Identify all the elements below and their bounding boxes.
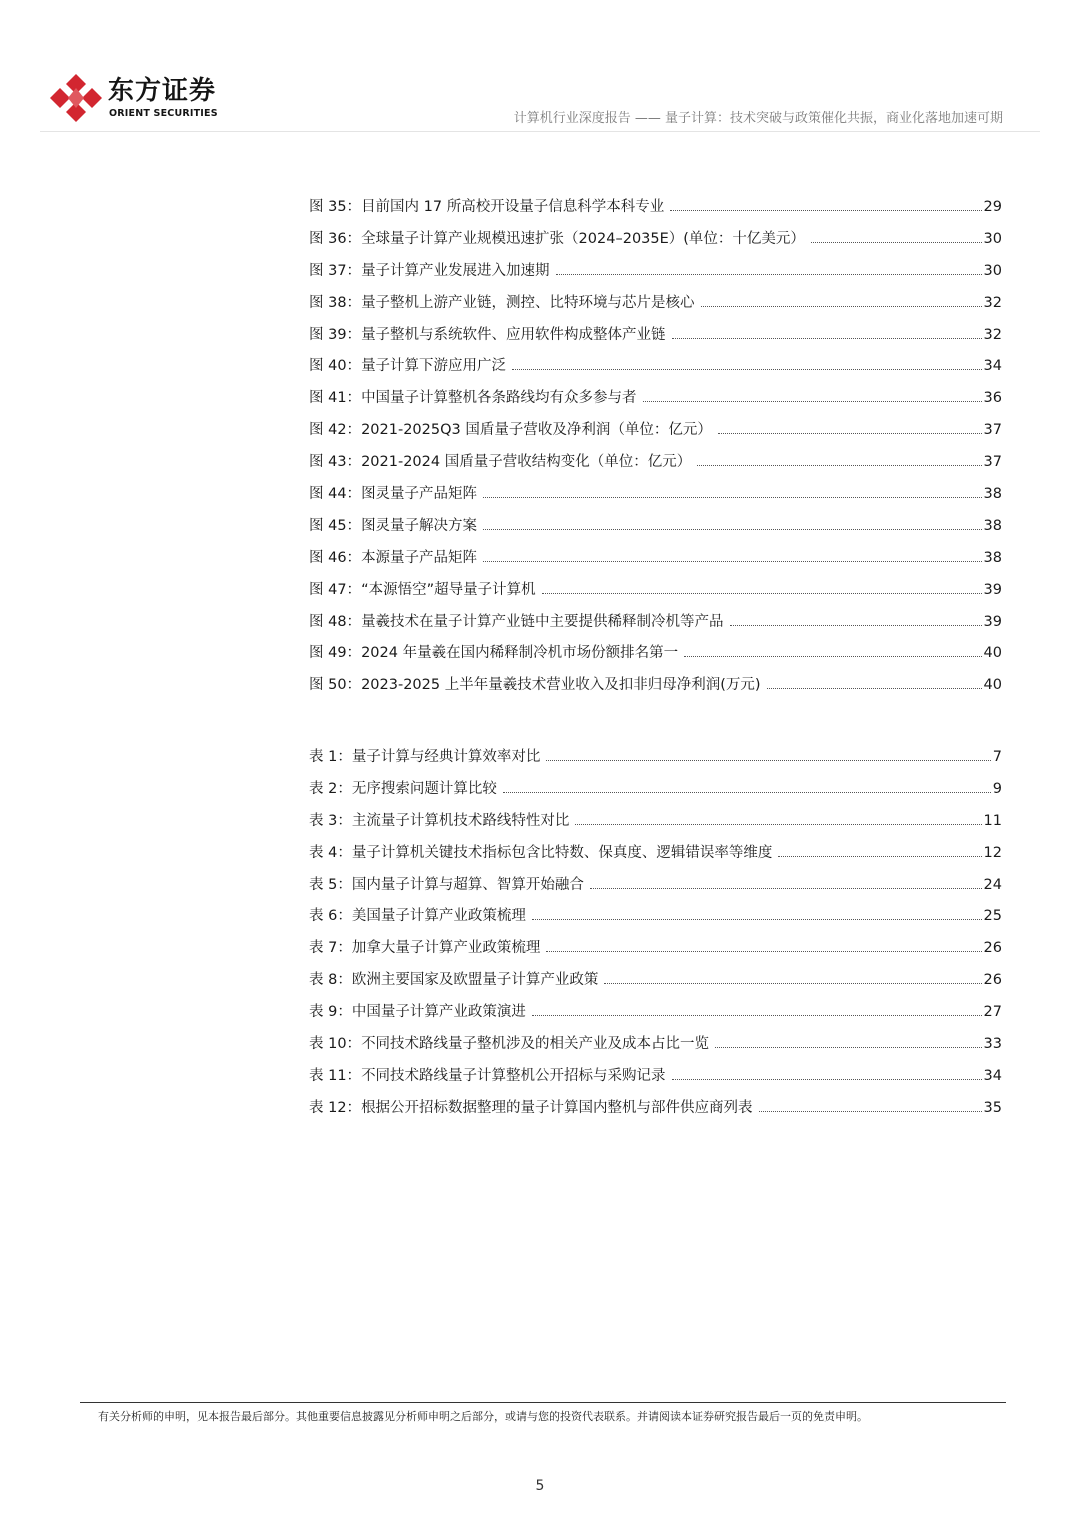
entry-page: 39 — [983, 581, 1002, 598]
entry-label: 图 44： — [309, 486, 362, 503]
entry-title: 不同技术路线量子计算整机公开招标与采购记录 — [361, 1067, 666, 1084]
toc-entry-figure-35[interactable] — [309, 195, 1002, 227]
dot-leader — [672, 337, 982, 339]
dot-leader — [503, 791, 991, 793]
entry-page: 30 — [983, 262, 1002, 279]
entry-page: 11 — [983, 812, 1002, 829]
entry-label: 表 12： — [309, 1099, 362, 1116]
toc-entry-table-10[interactable] — [309, 1032, 1002, 1064]
entry-label: 表 7： — [309, 940, 352, 957]
entry-label: 图 45： — [309, 517, 362, 534]
toc-entry-table-9[interactable] — [309, 1000, 1002, 1032]
entry-label: 图 41： — [309, 390, 362, 407]
brand-name-cn: 东方证券 — [108, 76, 217, 106]
entry-page: 32 — [983, 326, 1002, 343]
entry-page: 29 — [983, 199, 1002, 215]
dot-leader — [767, 687, 982, 689]
dot-leader — [759, 1110, 982, 1112]
entry-page: 38 — [983, 549, 1002, 566]
entry-label: 图 48： — [309, 613, 362, 630]
toc-entry-figure-37[interactable] — [309, 259, 1002, 291]
entry-title: 图灵量子产品矩阵 — [361, 486, 478, 503]
entry-page: 37 — [983, 422, 1002, 439]
entry-title: 中国量子计算整机各条路线均有众多参与者 — [361, 390, 637, 407]
entry-page: 12 — [983, 844, 1002, 861]
page-number: 5 — [535, 1478, 545, 1494]
dot-leader — [483, 496, 981, 498]
entry-label: 表 11： — [309, 1067, 362, 1084]
entry-label: 图 40： — [309, 358, 362, 375]
entry-label: 表 1： — [309, 749, 352, 765]
dot-leader — [730, 624, 982, 626]
entry-page: 34 — [983, 1067, 1002, 1084]
dot-leader — [811, 241, 982, 243]
dot-leader — [643, 400, 982, 402]
toc-entry-figure-49[interactable] — [309, 641, 1002, 673]
entry-page: 39 — [983, 613, 1002, 630]
dot-leader — [575, 823, 981, 825]
entry-title: 量子整机与系统软件、应用软件构成整体产业链 — [361, 326, 666, 343]
toc-entry-figure-38[interactable] — [309, 291, 1002, 323]
footer-disclaimer: 有关分析师的申明，见本报告最后部分。其他重要信息披露见分析师申明之后部分，或请与您的投资代表联系。并请阅读本证券研究报告最后一页的免责申明。 — [98, 1410, 868, 1423]
toc-entry-table-2[interactable] — [309, 777, 1002, 809]
footer-divider — [80, 1402, 1006, 1403]
entry-title: 不同技术路线量子整机涉及的相关产业及成本占比一览 — [361, 1036, 710, 1053]
entry-title: 欧洲主要国家及欧盟量子计算产业政策 — [351, 972, 599, 989]
report-title: 计算机行业深度报告 —— 量子计算：技术突破与政策催化共振，商业化落地加速可期 — [513, 111, 1003, 126]
entry-title: 量子整机上游产业链，测控、比特环境与芯片是核心 — [361, 294, 695, 311]
toc-entry-table-3[interactable] — [309, 809, 1002, 841]
toc-entry-table-7[interactable] — [309, 936, 1002, 968]
entry-page: 40 — [983, 645, 1002, 662]
entry-title: 量子计算与经典计算效率对比 — [351, 749, 541, 765]
entry-page: 9 — [992, 780, 1002, 797]
entry-label: 表 8： — [309, 972, 352, 989]
entry-title: 主流量子计算机技术路线特性对比 — [351, 812, 570, 829]
entry-page: 36 — [983, 390, 1002, 407]
entry-label: 图 46： — [309, 549, 362, 566]
dot-leader — [542, 592, 982, 594]
dot-leader — [556, 273, 982, 275]
dot-leader — [590, 887, 982, 889]
dot-leader — [715, 1046, 981, 1048]
entry-title: 目前国内 17 所高校开设量子信息科学本科专业 — [361, 199, 665, 215]
toc-entry-figure-36[interactable] — [309, 227, 1002, 259]
entry-page: 26 — [983, 972, 1002, 989]
entry-label: 表 2： — [309, 780, 352, 797]
entry-title: 加拿大量子计算产业政策梳理 — [351, 940, 541, 957]
dot-leader — [483, 560, 981, 562]
entry-title: 国内量子计算与超算、智算开始融合 — [351, 876, 584, 893]
dot-leader — [604, 982, 981, 984]
entry-label: 表 5： — [309, 876, 352, 893]
entry-page: 38 — [983, 517, 1002, 534]
toc-entry-figure-44[interactable] — [309, 482, 1002, 514]
entry-title: 量羲技术在量子计算产业链中主要提供稀释制冷机等产品 — [361, 613, 724, 630]
toc-entry-figure-40[interactable] — [309, 354, 1002, 386]
entry-label: 图 38： — [309, 294, 362, 311]
dot-leader — [546, 759, 990, 761]
dot-leader — [701, 305, 982, 307]
dot-leader — [684, 655, 981, 657]
table-list — [309, 745, 1002, 1128]
toc-entry-table-12[interactable] — [309, 1096, 1002, 1128]
dot-leader — [672, 1078, 982, 1080]
entry-label: 图 50： — [309, 677, 362, 694]
entry-page: 30 — [983, 230, 1002, 247]
toc-entry-table-4[interactable] — [309, 841, 1002, 873]
toc-entry-table-6[interactable] — [309, 904, 1002, 936]
entry-title: “本源悟空”超导量子计算机 — [361, 581, 536, 598]
toc-entry-figure-42[interactable] — [309, 418, 1002, 450]
entry-label: 图 42： — [309, 422, 362, 439]
entry-title: 全球量子计算产业规模迅速扩张（2024–2035E）(单位：十亿美元） — [361, 230, 805, 247]
entry-page: 27 — [983, 1004, 1002, 1021]
toc-entry-figure-50[interactable] — [309, 673, 1002, 705]
entry-title: 中国量子计算产业政策演进 — [351, 1004, 526, 1021]
brand-name-en: ORIENT SECURITIES — [109, 108, 218, 119]
toc-entry-figure-47[interactable] — [309, 578, 1002, 610]
entry-page: 32 — [983, 294, 1002, 311]
entry-title: 量子计算机关键技术指标包含比特数、保真度、逻辑错误率等维度 — [351, 844, 773, 861]
entry-page: 7 — [992, 749, 1002, 765]
dot-leader — [532, 1014, 982, 1016]
entry-title: 2023-2025 上半年量羲技术营业收入及扣非归母净利润(万元) — [361, 677, 761, 694]
dot-leader — [670, 209, 981, 211]
entry-page: 26 — [983, 940, 1002, 957]
dot-leader — [483, 528, 981, 530]
entry-label: 图 36： — [309, 230, 362, 247]
entry-page: 38 — [983, 486, 1002, 503]
entry-label: 表 6： — [309, 908, 352, 925]
entry-title: 量子计算产业发展进入加速期 — [361, 262, 550, 279]
toc-entry-figure-48[interactable] — [309, 610, 1002, 642]
entry-title: 2021-2024 国盾量子营收结构变化（单位：亿元） — [361, 454, 692, 471]
entry-title: 美国量子计算产业政策梳理 — [351, 908, 526, 925]
entry-label: 图 43： — [309, 454, 362, 471]
dot-leader — [697, 464, 981, 466]
entry-label: 图 47： — [309, 581, 362, 598]
entry-page: 33 — [983, 1036, 1002, 1053]
toc-entry-table-1[interactable] — [309, 745, 1002, 777]
toc-entry-figure-45[interactable] — [309, 514, 1002, 546]
entry-title: 无序搜索问题计算比较 — [351, 780, 497, 797]
dot-leader — [778, 855, 981, 857]
toc-entry-figure-46[interactable] — [309, 546, 1002, 578]
brand-logo — [50, 72, 240, 124]
entry-title: 2021-2025Q3 国盾量子营收及净利润（单位：亿元） — [361, 422, 712, 439]
toc-entry-table-8[interactable] — [309, 968, 1002, 1000]
dot-leader — [532, 918, 982, 920]
entry-page: 35 — [983, 1099, 1002, 1116]
entry-label: 表 4： — [309, 844, 352, 861]
toc-entry-figure-39[interactable] — [309, 323, 1002, 355]
toc-entry-figure-43[interactable] — [309, 450, 1002, 482]
entry-label: 图 39： — [309, 326, 362, 343]
header-divider — [40, 131, 1040, 132]
orient-securities-logo-icon — [50, 72, 102, 124]
dot-leader — [546, 950, 981, 952]
entry-title: 2024 年量羲在国内稀释制冷机市场份额排名第一 — [361, 645, 679, 662]
toc-entry-figure-41[interactable] — [309, 386, 1002, 418]
figure-list — [309, 195, 1002, 705]
entry-label: 表 10： — [309, 1036, 362, 1053]
entry-label: 图 49： — [309, 645, 362, 662]
toc-entry-table-11[interactable] — [309, 1064, 1002, 1096]
toc-entry-table-5[interactable] — [309, 873, 1002, 905]
entry-title: 图灵量子解决方案 — [361, 517, 478, 534]
dot-leader — [718, 432, 982, 434]
entry-title: 根据公开招标数据整理的量子计算国内整机与部件供应商列表 — [361, 1099, 753, 1116]
dot-leader — [512, 368, 981, 370]
entry-page: 24 — [983, 876, 1002, 893]
entry-label: 图 37： — [309, 262, 362, 279]
entry-page: 37 — [983, 454, 1002, 471]
entry-page: 40 — [983, 677, 1002, 694]
entry-label: 图 35： — [309, 199, 362, 215]
entry-label: 表 9： — [309, 1004, 352, 1021]
entry-page: 34 — [983, 358, 1002, 375]
entry-title: 量子计算下游应用广泛 — [361, 358, 507, 375]
entry-title: 本源量子产品矩阵 — [361, 549, 478, 566]
entry-page: 25 — [983, 908, 1002, 925]
entry-label: 表 3： — [309, 812, 352, 829]
